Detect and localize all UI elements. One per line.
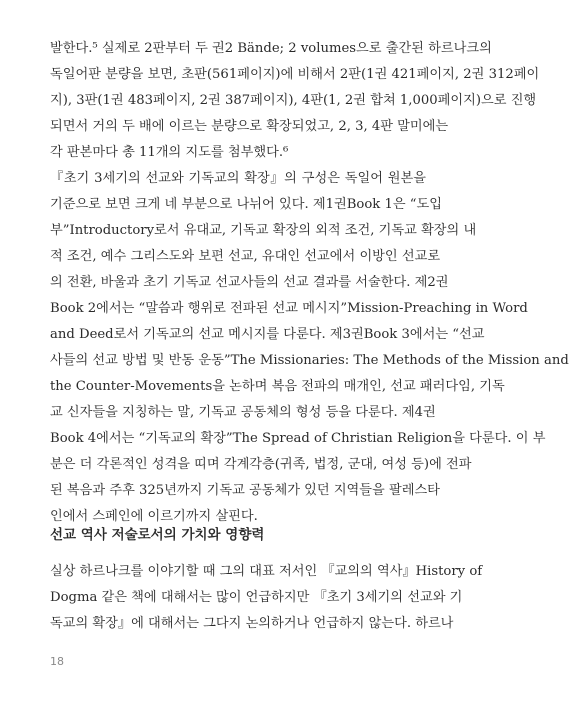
paragraph-1-line: 지), 3판(1권 483페이지, 2권 387페이지), 4판(1, 2권 합쳐 1,000페이지)으로 진행 [50,93,537,108]
paragraph-2-line: 된 복음과 주후 325년까지 기독교 공동체가 있던 지역들을 팔레스타 [50,483,440,498]
paragraph-2-line: and Deed로서 기독교의 선교 메시지를 다룬다. 제3권Book 3에서는 “선교 [50,327,485,342]
section-heading: 선교 역사 저술로서의 가치와 영향력 [50,527,265,543]
paragraph-2-line: 의 전환, 바울과 초기 기독교 선교사들의 선교 결과를 서술한다. 제2권 [50,275,449,290]
paragraph-2-line: Book 2에서는 “말씀과 행위로 전파된 선교 메시지”Mission-Preaching in Word [50,301,528,316]
paragraph-2-line: 『초기 3세기의 선교와 기독교의 확장』의 구성은 독일어 원본을 [50,171,426,186]
paragraph-2-line: 분은 더 각론적인 성격을 띠며 각계각층(귀족, 법정, 군대, 여성 등)에 전파 [50,457,472,472]
paragraph-2-line: Book 4에서는 “기독교의 확장”The Spread of Christian Religion을 다룬다. 이 부 [50,431,546,446]
paragraph-2-line: 사들의 선교 방법 및 반동 운동”The Missionaries: The Methods of the Mission and [50,353,569,368]
page-number: 18 [50,655,64,668]
paragraph-1-line: 각 판본마다 총 11개의 지도를 첨부했다.⁶ [50,145,289,160]
paragraph-1-line: 되면서 거의 두 배에 이르는 분량으로 확장되었고, 2, 3, 4판 말미에는 [50,119,449,134]
paragraph-2-line: the Counter-Movements을 논하며 복음 전파의 매개인, 선교 패러다임, 기독 [50,379,505,394]
paragraph-2-line: 부”Introductory로서 유대교, 기독교 확장의 외적 조건, 기독교 확장의 내 [50,223,477,238]
paragraph-1-line: 발한다.⁵ 실제로 2판부터 두 권2 Bände; 2 volumes으로 출간된 하르나크의 [50,41,492,56]
paragraph-2-line: 기준으로 보면 크게 네 부분으로 나뉘어 있다. 제1권Book 1은 “도입 [50,197,443,212]
paragraph-2-line: 교 신자들을 지칭하는 말, 기독교 공동체의 형성 등을 다룬다. 제4권 [50,405,436,420]
paragraph-2-line: 적 조건, 예수 그리스도와 보편 선교, 유대인 선교에서 이방인 선교로 [50,249,441,264]
paragraph-1-line: 독일어판 분량을 보면, 초판(561페이지)에 비해서 2판(1권 421페이지, 2권 312페이 [50,67,540,82]
paragraph-3-line: 독교의 확장』에 대해서는 그다지 논의하거나 언급하지 않는다. 하르나 [50,616,454,631]
paragraph-3-line: 실상 하르나크를 이야기할 때 그의 대표 저서인 『교의의 역사』History of [50,564,483,579]
paragraph-2-line: 인에서 스페인에 이르기까지 살핀다. [50,509,258,524]
paragraph-3-line: Dogma 같은 책에 대해서는 많이 언급하지만 『초기 3세기의 선교와 기 [50,590,463,605]
